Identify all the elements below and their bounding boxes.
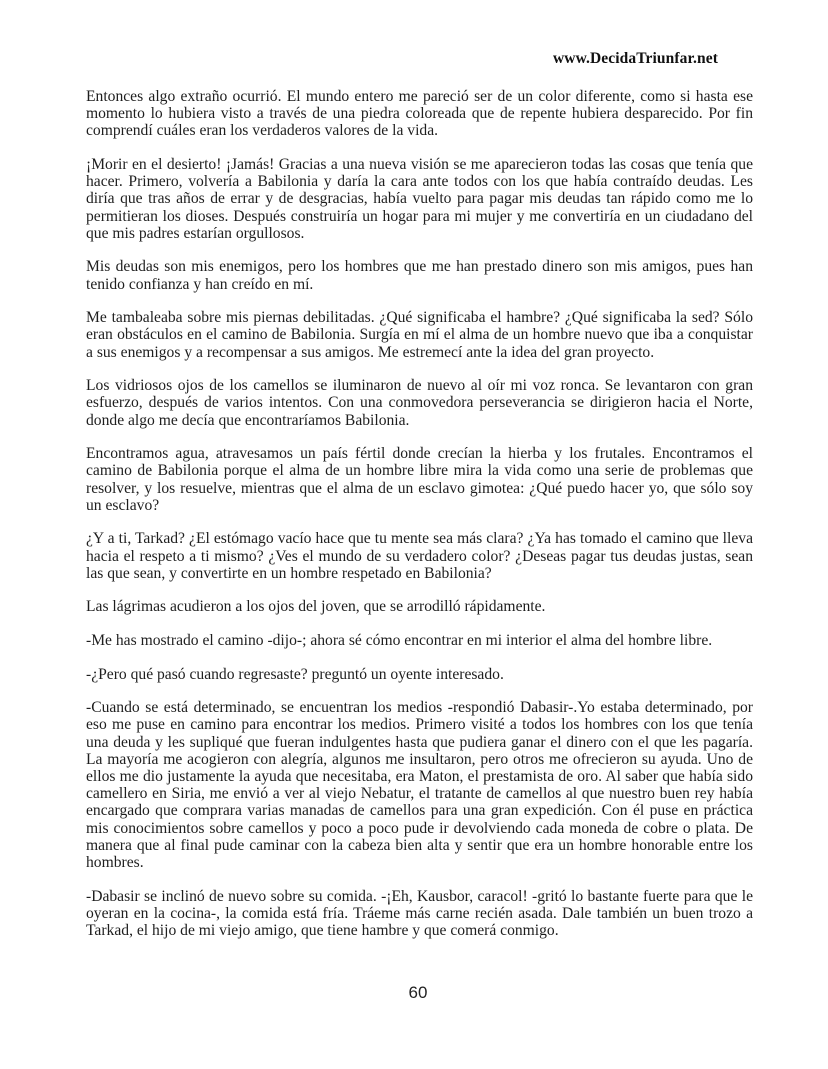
- paragraph: -Dabasir se inclinó de nuevo sobre su comida. -¡Eh, Kausbor, caracol! -gritó lo bastante fuerte para que le oyeran en la cocina-, la comida está fría. Tráeme más carne recién asada. Dale también un buen trozo a Tarkad, el hijo de mi viejo amigo, que tiene hambre y que comerá conmigo.: [86, 887, 753, 940]
- paragraph: ¿Y a ti, Tarkad? ¿El estómago vacío hace que tu mente sea más clara? ¿Ya has tomado el camino que lleva hacia el respeto a ti mismo? ¿Ves el mundo de su verdadero color? ¿Deseas pagar tus deudas justas, sean las que sean, y convertirte en un hombre respetado en Babilonia?: [86, 530, 753, 582]
- paragraph: -Cuando se está determinado, se encuentran los medios -respondió Dabasir-.Yo estaba determinado, por eso me puse en camino para encontrar los medios. Primero visité a todos los hombres con los que tenía una deuda y les supliqué que fueran indulgentes hasta que pudiera ganar el dinero con el que les pagaría. La mayoría me acogieron con alegría, algunos me insultaron, pero otros me ofrecieron su ayuda. Uno de ellos me dio justamente la ayuda que necesitaba, era Maton, el prestamista de oro. Al saber que había sido camellero en Siria, me envió a ver al viejo Nebatur, el tratante de camellos al que nuestro buen rey había encargado que comprara varias manadas de camellos para una gran expedición. Con él puse en práctica mis conocimientos sobre camellos y poco a poco pude ir devolviendo cada moneda de cobre o plata. De manera que al final pude caminar con la cabeza bien alta y sentir que era un hombre honorable entre los hombres.: [86, 699, 753, 872]
- paragraph: Las lágrimas acudieron a los ojos del joven, que se arrodilló rápidamente.: [86, 598, 546, 616]
- paragraph: Me tambaleaba sobre mis piernas debilitadas. ¿Qué significaba el hambre? ¿Qué significaba la sed? Sólo eran obstáculos en el camino de Babilonia. Surgía en mí el alma de un hombre nuevo que iba a conquistar a sus enemigos y a recompensar a sus amigos. Me estremecí ante la idea del gran proyecto.: [86, 309, 753, 361]
- paragraph: Encontramos agua, atravesamos un país fértil donde crecían la hierba y los frutales. Encontramos el camino de Babilonia porque el alma de un hombre libre mira la vida como una serie de problemas que resolver, y los resuelve, mientras que el alma de un esclavo gimotea: ¿Qué puedo hacer yo, que sólo soy un esclavo?: [86, 445, 753, 514]
- page-body: [86, 88, 753, 956]
- paragraph: Los vidriosos ojos de los camellos se iluminaron de nuevo al oír mi voz ronca. Se levantaron con gran esfuerzo, después de varios intentos. Con una conmovedora perseverancia se dirigieron hacia el Norte, donde algo me decía que encontraríamos Babilonia.: [86, 377, 753, 429]
- page-number: 60: [408, 983, 428, 1002]
- paragraph: -¿Pero qué pasó cuando regresaste? preguntó un oyente interesado.: [86, 665, 504, 683]
- website-header: www.DecidaTriunfar.net: [553, 50, 718, 67]
- paragraph: ¡Morir en el desierto! ¡Jamás! Gracias a una nueva visión se me aparecieron todas las cosas que tenía que hacer. Primero, volvería a Babilonia y daría la cara ante todos con los que había contraído deudas. Les diría que tras años de errar y de desgracias, había vuelto para pagar mis deudas tan rápido como me lo permitieran los dioses. Después construiría un hogar para mi mujer y me convertiría en un ciudadano del que mis padres estarían orgullosos.: [86, 156, 753, 242]
- paragraph: -Me has mostrado el camino -dijo-; ahora sé cómo encontrar en mi interior el alma del hombre libre.: [86, 632, 713, 649]
- paragraph: Mis deudas son mis enemigos, pero los hombres que me han prestado dinero son mis amigos, pues han tenido confianza y han creído en mí.: [86, 258, 753, 293]
- paragraph: Entonces algo extraño ocurrió. El mundo entero me pareció ser de un color diferente, como si hasta ese momento lo hubiera visto a través de una piedra coloreada que de repente hubiera desparecido. Por fin comprendí cuáles eran los verdaderos valores de la vida.: [86, 88, 753, 140]
